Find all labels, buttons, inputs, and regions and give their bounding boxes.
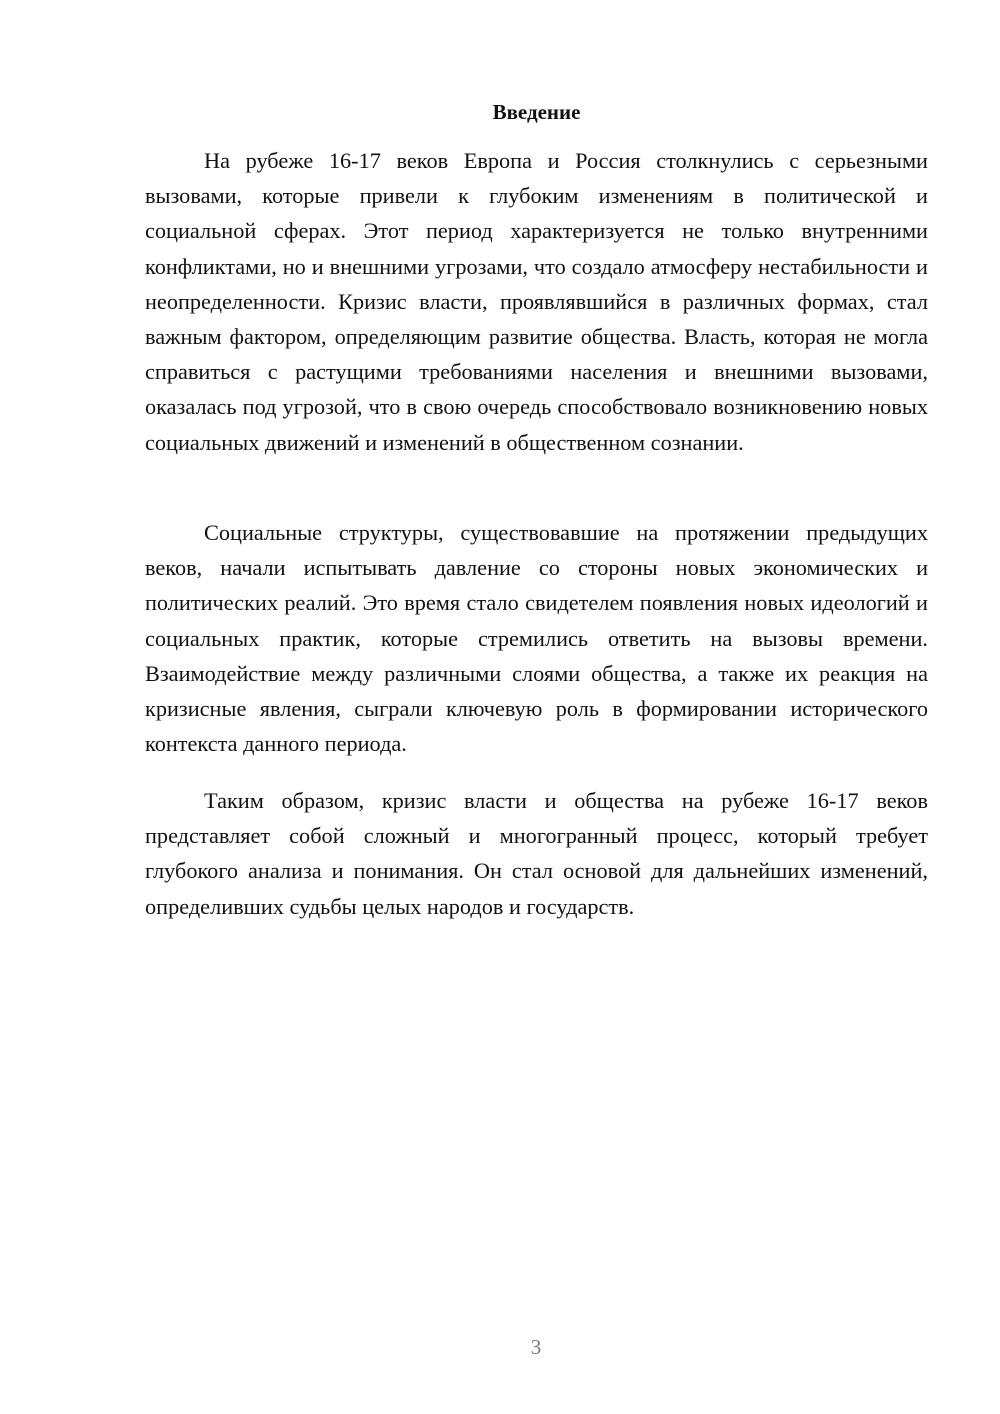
paragraph-3: Таким образом, кризис власти и общества на рубеже 16-17 веков представляет собой сложный и многогранный процесс, который требует глубокого анализа и понимания. Он стал основой для дальнейших изменений, определивших судьбы целых народов и государств. [145,788,928,919]
page-number: 3 [530,1335,542,1359]
paragraph-2: Социальные структуры, существовавшие на протяжении предыдущих веков, начали испытывать давление со стороны новых экономических и политических реалий. Это время стало свидетелем появления новых идеологий и социальных практик, которые стремились ответить на вызовы времени. Взаимодействие между различными слоями общества, а также их реакция на кризисные явления, сыграли ключевую роль в формировании исторического контекста данного периода. [145,520,928,757]
section-heading: Введение [492,100,581,124]
paragraph-1: На рубеже 16-17 веков Европа и Россия столкнулись с серьезными вызовами, которые привели к глубоким изменениям в политической и социальной сферах. Этот период характеризуется не только внутренними конфликтами, но и внешними угрозами, что создало атмосферу нестабильности и неопределенности. Кризис власти, проявлявшийся в различных формах, стал важным фактором, определяющим развитие общества. Власть, которая не могла справиться с растущими требованиями населения и внешними вызовами, оказалась под угрозой, что в свою очередь способствовало возникновению новых социальных движений и изменений в общественном сознании. [145,148,928,455]
